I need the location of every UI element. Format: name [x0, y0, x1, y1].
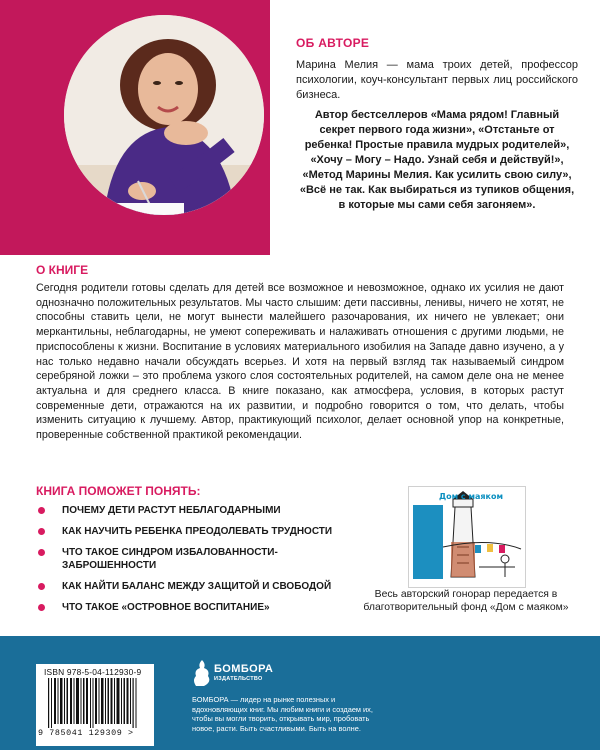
barcode-icon: [48, 678, 142, 728]
helps-list: [36, 504, 366, 622]
bullet-icon: [38, 549, 45, 556]
charity-caption: Весь авторский гонорар передается в благотворительный фонд «Дом с маяком»: [363, 589, 569, 613]
list-item-label: КАК НАУЧИТЬ РЕБЕНКА ПРЕОДОЛЕВАТЬ ТРУДНОСТИ: [62, 526, 333, 537]
author-bio: Марина Мелия — мама троих детей, профессор психологии, коуч-консультант первых лиц российского бизнеса.: [296, 59, 578, 101]
list-item-label: ЧТО ТАКОЕ «ОСТРОВНОЕ ВОСПИТАНИЕ»: [62, 602, 270, 613]
about-author-title: ОБ АВТОРЕ: [296, 36, 370, 50]
charity-logo-text: Дом с маяком: [438, 492, 503, 501]
charity-illustration: [408, 486, 526, 588]
helps-title: КНИГА ПОМОЖЕТ ПОНЯТЬ:: [36, 484, 201, 498]
list-item-label: КАК НАЙТИ БАЛАНС МЕЖДУ ЗАЩИТОЙ И СВОБОДОЙ: [62, 581, 332, 592]
bullet-icon: [38, 583, 45, 590]
bullet-icon: [38, 528, 45, 535]
about-book-title: О КНИГЕ: [36, 263, 89, 277]
about-book-text: Сегодня родители готовы сделать для детей все возможное и невозможное, однако их усилия не дают однозначно положительных результатов. Мы часто слышим: дети пассивны, ленивы, ничего не хотят, не способны ставить цели, не могут вынести малейшего разочарования, их ничего не увлекает; они меркантильны, неблагодарны, не умеют сопереживать и налаживать отношения с другими людьми, не приспособлены к жизни. Воспитание в условиях материального изобилия на Западе давно изучено, а у нас только недавно начали обсуждать всерьез. И хотя на первый взгляд так называемый синдром серебряной ложки – это проблема узкого слоя состоятельных родителей, на самом деле она не менее актуальна и для среднего класса. В книге показано, как атмосфера, условия, в которых растут современные дети, отражаются на их развитии, и подробно говорится о том, что делать, чтобы изменить ситуацию к лучшему. Автор, практикующий психолог, делает основной упор на конкретные, проверенные собственной практикой рекомендации.: [36, 282, 564, 442]
author-photo-icon: [64, 15, 264, 215]
list-item: [36, 504, 366, 517]
publisher-description: БОМБОРА — лидер на рынке полезных и вдохновляющих книг. Мы любим книги и создаем их, чтобы вы могли творить, открывать мир, пробовать новое, расти. Быть счастливыми. Быть на волне.: [192, 695, 373, 733]
barcode-box: [36, 664, 154, 746]
barcode-number: 9 785041 129309 >: [38, 728, 134, 738]
list-item: [36, 546, 366, 572]
list-item: [36, 525, 366, 538]
publisher-logo-icon: [192, 658, 212, 688]
publisher-name: БОМБОРА: [214, 663, 274, 675]
bullet-icon: [38, 507, 45, 514]
publisher-subtitle: ИЗДАТЕЛЬСТВО: [214, 676, 263, 682]
list-item: [36, 601, 366, 614]
list-item-label: ПОЧЕМУ ДЕТИ РАСТУТ НЕБЛАГОДАРНЫМИ: [62, 505, 281, 516]
author-bestsellers: Автор бестселлеров «Мама рядом! Главный секрет первого года жизни», «Отстаньте от ребенка! Простые правила мудрых родителей», «Хочу – Могу – Надо. Узнай себя и действуй!», «Метод Марины Мелия. Как усилить свою силу», «Всё не так. Как выбираться из тупиков общения, в которые мы сами себя загоняем».: [299, 109, 575, 211]
isbn-text: ISBN 978-5-04-112930-9: [44, 667, 142, 677]
bullet-icon: [38, 604, 45, 611]
author-photo: [64, 15, 264, 215]
list-item-label: ЧТО ТАКОЕ СИНДРОМ ИЗБАЛОВАННОСТИ-ЗАБРОШЕННОСТИ: [62, 547, 278, 571]
about-author-text: [296, 58, 578, 218]
list-item: [36, 580, 366, 593]
